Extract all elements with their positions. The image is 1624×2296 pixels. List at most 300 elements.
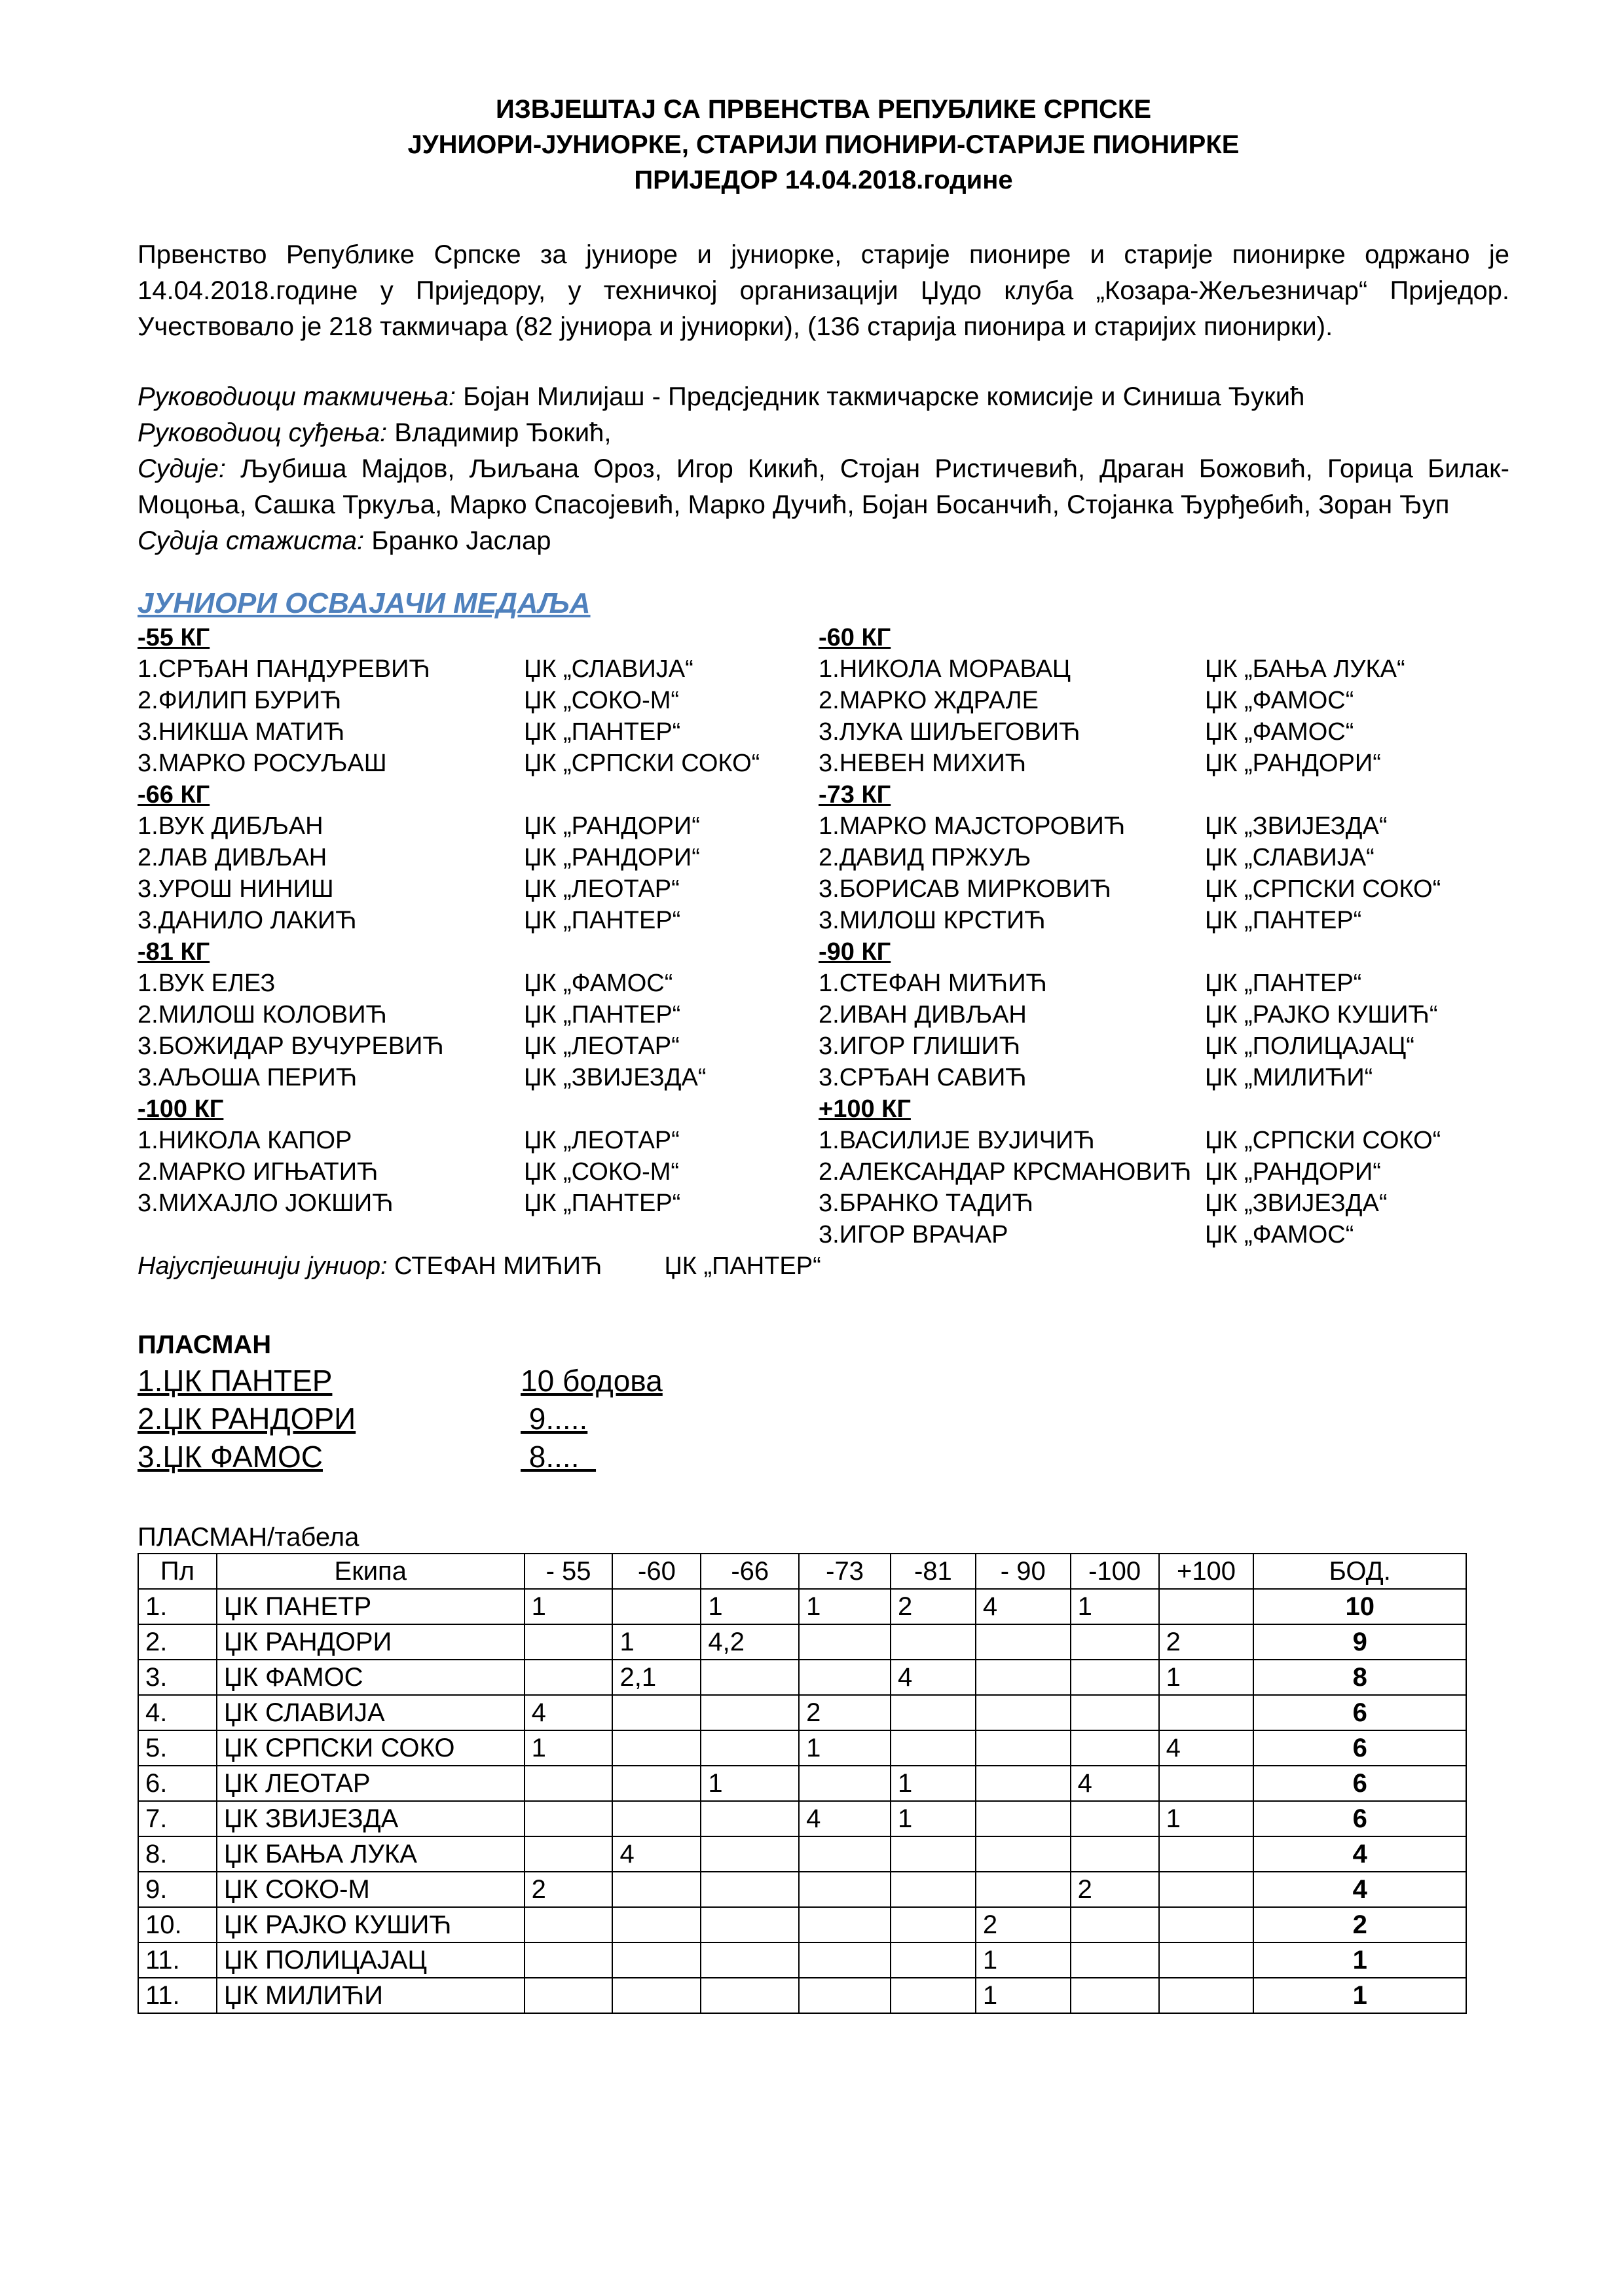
athlete-name: 3.ИГОР ГЛИШИЋ — [819, 1032, 1021, 1060]
official-names: Љубиша Мајдов, Љиљана Ороз, Игор Кикић, Стојан Ристичевић, Драган Божовић, Горица Билак-Моцоња, Сашка Тркуља, Марко Спасојевић, Марко Дучић, Бојан Босанчић, Стојанка Ђурђебић, Зоран Ђуп — [138, 454, 1509, 519]
table-row — [138, 1942, 1466, 1978]
category-cell — [525, 1660, 613, 1695]
athlete-name: 1.НИКОЛА МОРАВАЦ — [819, 655, 1071, 683]
medal-row — [819, 1062, 1509, 1093]
category-cell — [701, 1836, 799, 1872]
category-cell: 4 — [1159, 1730, 1254, 1766]
category-cell — [612, 1730, 701, 1766]
medal-row — [138, 653, 819, 685]
placement-club: 2.ЏК РАНДОРИ — [138, 1402, 356, 1436]
rank-cell: 9. — [138, 1872, 217, 1907]
category-cell — [1159, 1766, 1254, 1801]
athlete-name: 1.СРЂАН ПАНДУРЕВИЋ — [138, 655, 430, 683]
club-name: ЏК „БАЊА ЛУКА“ — [1205, 655, 1405, 683]
category-cell — [525, 1942, 613, 1978]
category-cell: 1 — [701, 1766, 799, 1801]
club-name: ЏК „СЛАВИЈА“ — [1205, 844, 1375, 871]
table-header-cell: Пл — [138, 1554, 217, 1589]
rank-cell: 10. — [138, 1907, 217, 1942]
points-cell: 2 — [1253, 1907, 1466, 1942]
weight-category — [138, 622, 819, 779]
official-line — [138, 523, 1509, 559]
rank-cell: 11. — [138, 1942, 217, 1978]
club-name: ЏК „ФАМОС“ — [1205, 718, 1354, 746]
report-title-line-3: ПРИЈЕДОР 14.04.2018.године — [634, 166, 1013, 194]
category-cell — [891, 1624, 976, 1660]
rank-cell: 4. — [138, 1695, 217, 1730]
category-cell: 2 — [1071, 1872, 1159, 1907]
table-row — [138, 1766, 1466, 1801]
points-cell: 6 — [1253, 1695, 1466, 1730]
medal-row — [819, 1125, 1509, 1156]
category-cell — [799, 1942, 891, 1978]
medal-row — [138, 842, 819, 873]
category-cell: 1 — [799, 1589, 891, 1624]
athlete-name: 3.СРЂАН САВИЋ — [819, 1064, 1027, 1091]
athlete-name: 2.ДАВИД ПРЖУЉ — [819, 844, 1031, 871]
athlete-name: 1.МАРКО МАЈСТОРОВИЋ — [819, 812, 1126, 840]
club-name: ЏК „ЛЕОТАР“ — [524, 1127, 680, 1154]
club-name: ЏК „РАНДОРИ“ — [524, 844, 700, 871]
intro-paragraph: Првенство Републике Српске за јуниоре и јуниорке, старије пионире и старије пионирке одржано је 14.04.2018.године у Приједору, у техничкој организацији Џудо клуба „Козара-Жељезничар“ Приједор. Учествовало је 218 такмичара (82 јуниора и јуниорки), (136 старија пионира и старијих пионирки). — [138, 240, 1509, 341]
table-body — [138, 1589, 1466, 2013]
category-cell — [1071, 1836, 1159, 1872]
athlete-name: 2.ЛАВ ДИВЉАН — [138, 844, 327, 871]
athlete-name: 1.СТЕФАН МИЋИЋ — [819, 970, 1048, 997]
category-cell — [1071, 1907, 1159, 1942]
medal-column-left — [138, 622, 819, 1250]
weight-category — [819, 1093, 1509, 1250]
rank-cell: 1. — [138, 1589, 217, 1624]
placement-club: 3.ЏК ФАМОС — [138, 1440, 323, 1474]
category-cell — [525, 1836, 613, 1872]
official-names: Бранко Јаслар — [364, 526, 551, 555]
category-cell — [701, 1942, 799, 1978]
category-cell — [976, 1801, 1071, 1836]
club-name: ЏК „РАЈКО КУШИЋ“ — [1205, 1001, 1438, 1029]
report-header — [138, 92, 1509, 198]
category-cell — [891, 1978, 976, 2013]
category-cell — [799, 1907, 891, 1942]
category-cell — [1071, 1942, 1159, 1978]
report-page — [138, 92, 1509, 2014]
points-cell: 4 — [1253, 1872, 1466, 1907]
category-cell: 2 — [525, 1872, 613, 1907]
athlete-name: 2.ФИЛИП БУРИЋ — [138, 687, 342, 714]
category-cell: 1 — [799, 1730, 891, 1766]
medal-row — [819, 811, 1509, 842]
official-names: Владимир Ђокић, — [387, 418, 612, 447]
category-cell — [1071, 1978, 1159, 2013]
weight-category-title: -81 КГ — [138, 938, 210, 966]
athlete-name: 3.ДАНИЛО ЛАКИЋ — [138, 907, 357, 934]
category-cell — [701, 1801, 799, 1836]
medal-row — [138, 1188, 819, 1219]
category-cell — [976, 1766, 1071, 1801]
medal-row — [819, 1219, 1509, 1250]
team-cell: ЏК СРПСКИ СОКО — [217, 1730, 525, 1766]
athlete-name: 1.ВУК ЕЛЕЗ — [138, 970, 276, 997]
category-cell: 1 — [525, 1589, 613, 1624]
table-header-cell: +100 — [1159, 1554, 1254, 1589]
medal-row — [819, 1188, 1509, 1219]
medal-row — [819, 685, 1509, 716]
table-row — [138, 1730, 1466, 1766]
category-cell — [891, 1942, 976, 1978]
athlete-name: 2.ИВАН ДИВЉАН — [819, 1001, 1027, 1029]
club-name: ЏК „ПАНТЕР“ — [524, 1001, 681, 1029]
category-cell — [525, 1801, 613, 1836]
medal-row — [138, 905, 819, 936]
placement-club: 1.ЏК ПАНТЕР — [138, 1364, 333, 1398]
table-caption: ПЛАСМАН/табела — [138, 1523, 360, 1552]
medal-row — [819, 653, 1509, 685]
category-cell — [701, 1695, 799, 1730]
team-cell: ЏК ПОЛИЦАЈАЦ — [217, 1942, 525, 1978]
team-cell: ЏК БАЊА ЛУКА — [217, 1836, 525, 1872]
rank-cell: 2. — [138, 1624, 217, 1660]
rank-cell: 5. — [138, 1730, 217, 1766]
club-name: ЏК „ФАМОС“ — [1205, 1221, 1354, 1248]
club-name: ЏК „СРПСКИ СОКО“ — [524, 750, 760, 777]
category-cell — [525, 1978, 613, 2013]
category-cell: 2 — [891, 1589, 976, 1624]
category-cell — [701, 1907, 799, 1942]
athlete-name: 3.БОЖИДАР ВУЧУРЕВИЋ — [138, 1032, 444, 1060]
category-cell: 1 — [701, 1589, 799, 1624]
category-cell: 2 — [976, 1907, 1071, 1942]
category-cell — [701, 1730, 799, 1766]
category-cell — [891, 1872, 976, 1907]
placement-item-line — [138, 1400, 642, 1438]
points-cell: 6 — [1253, 1730, 1466, 1766]
weight-category-title: -90 КГ — [819, 938, 891, 966]
points-cell: 1 — [1253, 1978, 1466, 2013]
club-name: ЏК „СРПСКИ СОКО“ — [1205, 875, 1441, 903]
category-cell — [799, 1660, 891, 1695]
athlete-name: 2.МАРКО ЖДРАЛЕ — [819, 687, 1039, 714]
category-cell — [612, 1872, 701, 1907]
club-name: ЏК „ПАНТЕР“ — [524, 1190, 681, 1217]
medal-row — [819, 842, 1509, 873]
best-junior — [138, 1250, 1509, 1282]
weight-category-title: -60 КГ — [819, 624, 891, 651]
club-name: ЏК „СОКО-М“ — [524, 1158, 680, 1186]
category-cell — [1159, 1695, 1254, 1730]
category-cell: 1 — [612, 1624, 701, 1660]
category-cell — [1159, 1836, 1254, 1872]
club-name: ЏК „МИЛИЋИ“ — [1205, 1064, 1373, 1091]
table-header-cell: Екипа — [217, 1554, 525, 1589]
athlete-name: 1.НИКОЛА КАПОР — [138, 1127, 352, 1154]
table-row — [138, 1801, 1466, 1836]
club-name: ЏК „СОКО-М“ — [524, 687, 680, 714]
category-cell: 1 — [525, 1730, 613, 1766]
category-cell — [1159, 1907, 1254, 1942]
athlete-name: 3.МАРКО РОСУЉАШ — [138, 750, 387, 777]
placement-points: 9..... — [521, 1402, 588, 1436]
medal-row — [138, 873, 819, 905]
category-cell — [976, 1836, 1071, 1872]
weight-category — [819, 779, 1509, 936]
category-cell — [612, 1766, 701, 1801]
category-cell — [1159, 1589, 1254, 1624]
medal-row — [819, 968, 1509, 999]
official-label: Руководиоц суђења: — [138, 418, 388, 447]
category-cell: 1 — [891, 1801, 976, 1836]
category-cell: 1 — [891, 1766, 976, 1801]
category-cell: 1 — [1159, 1660, 1254, 1695]
placement-points: 10 бодова — [521, 1364, 663, 1398]
category-cell — [1071, 1624, 1159, 1660]
placement-item — [138, 1438, 1509, 1476]
athlete-name: 3.БОРИСАВ МИРКОВИЋ — [819, 875, 1111, 903]
placement-points: 8.... — [521, 1440, 597, 1474]
athlete-name: 3.ИГОР ВРАЧАР — [819, 1221, 1008, 1248]
category-cell — [891, 1836, 976, 1872]
points-cell: 8 — [1253, 1660, 1466, 1695]
athlete-name: 2.АЛЕКСАНДАР КРСМАНОВИЋ — [819, 1158, 1192, 1186]
category-cell: 2 — [799, 1695, 891, 1730]
category-cell: 4 — [1071, 1766, 1159, 1801]
weight-category-title: +100 КГ — [819, 1095, 911, 1123]
club-name: ЏК „ЛЕОТАР“ — [524, 875, 680, 903]
placement-item-line — [138, 1438, 642, 1476]
medal-row — [819, 873, 1509, 905]
category-cell — [799, 1624, 891, 1660]
medal-row — [138, 1125, 819, 1156]
category-cell — [612, 1801, 701, 1836]
athlete-name: 3.ЛУКА ШИЉЕГОВИЋ — [819, 718, 1080, 746]
best-junior-club: ЏК „ПАНТЕР“ — [664, 1252, 821, 1280]
table-row — [138, 1907, 1466, 1942]
category-cell — [612, 1589, 701, 1624]
category-cell: 2 — [1159, 1624, 1254, 1660]
club-name: ЏК „ЗВИЈЕЗДА“ — [524, 1064, 707, 1091]
official-names: Бојан Милијаш - Предсједник такмичарске комисије и Синиша Ђукић — [455, 382, 1305, 411]
category-cell: 4 — [525, 1695, 613, 1730]
table-row — [138, 1589, 1466, 1624]
table-header-cell: -100 — [1071, 1554, 1159, 1589]
category-cell — [1159, 1978, 1254, 2013]
medal-row — [138, 811, 819, 842]
medal-row — [138, 968, 819, 999]
category-cell: 4 — [799, 1801, 891, 1836]
medal-row — [819, 1156, 1509, 1188]
medal-row — [138, 685, 819, 716]
category-cell — [612, 1907, 701, 1942]
category-cell: 2,1 — [612, 1660, 701, 1695]
points-cell: 4 — [1253, 1836, 1466, 1872]
team-cell: ЏК ФАМОС — [217, 1660, 525, 1695]
athlete-name: 3.НИКША МАТИЋ — [138, 718, 345, 746]
weight-category — [138, 1093, 819, 1219]
table-header-cell: - 55 — [525, 1554, 613, 1589]
category-cell: 4 — [612, 1836, 701, 1872]
category-cell: 4 — [891, 1660, 976, 1695]
club-name: ЏК „ПОЛИЦАЈАЦ“ — [1205, 1032, 1414, 1060]
team-cell: ЏК ПАНЕТР — [217, 1589, 525, 1624]
rank-cell: 8. — [138, 1836, 217, 1872]
medal-row — [138, 1156, 819, 1188]
rank-cell: 6. — [138, 1766, 217, 1801]
official-label: Руководиоци такмичења: — [138, 382, 456, 411]
table-header-cell: -66 — [701, 1554, 799, 1589]
category-cell — [612, 1978, 701, 2013]
category-cell: 1 — [1071, 1589, 1159, 1624]
medal-row — [819, 999, 1509, 1030]
club-name: ЏК „ПАНТЕР“ — [1205, 907, 1362, 934]
best-junior-name: СТЕФАН МИЋИЋ — [387, 1252, 602, 1280]
club-name: ЏК „РАНДОРИ“ — [524, 812, 700, 840]
category-cell — [1159, 1872, 1254, 1907]
weight-category-title: -55 КГ — [138, 624, 210, 651]
medal-row — [138, 716, 819, 748]
athlete-name: 3.АЉОША ПЕРИЋ — [138, 1064, 358, 1091]
athlete-name: 3.БРАНКО ТАДИЋ — [819, 1190, 1034, 1217]
team-cell: ЏК РАЈКО КУШИЋ — [217, 1907, 525, 1942]
category-cell — [1071, 1660, 1159, 1695]
category-cell — [976, 1695, 1071, 1730]
placement-title: ПЛАСМАН — [138, 1330, 272, 1359]
points-cell: 6 — [1253, 1766, 1466, 1801]
category-cell — [1159, 1942, 1254, 1978]
club-name: ЏК „СЛАВИЈА“ — [524, 655, 693, 683]
report-title-line-1: ИЗВЈЕШТАЈ СА ПРВЕНСТВА РЕПУБЛИКЕ СРПСКЕ — [495, 95, 1152, 124]
placement-list — [138, 1362, 1509, 1476]
placement-item-line — [138, 1362, 663, 1400]
category-cell — [799, 1872, 891, 1907]
medal-column-right — [819, 622, 1509, 1250]
club-name: ЏК „ЗВИЈЕЗДА“ — [1205, 1190, 1388, 1217]
athlete-name: 1.ВАСИЛИЈЕ ВУЈИЧИЋ — [819, 1127, 1095, 1154]
team-cell: ЏК ЗВИЈЕЗДА — [217, 1801, 525, 1836]
category-cell — [1071, 1801, 1159, 1836]
club-name: ЏК „ЛЕОТАР“ — [524, 1032, 680, 1060]
team-cell: ЏК РАНДОРИ — [217, 1624, 525, 1660]
team-cell: ЏК ЛЕОТАР — [217, 1766, 525, 1801]
club-name: ЏК „ФАМОС“ — [524, 970, 673, 997]
report-title-line-2: ЈУНИОРИ-ЈУНИОРКЕ, СТАРИЈИ ПИОНИРИ-СТАРИЈЕ ПИОНИРКЕ — [407, 130, 1240, 159]
category-cell — [799, 1978, 891, 2013]
table-row — [138, 1836, 1466, 1872]
club-name: ЏК „ФАМОС“ — [1205, 687, 1354, 714]
official-label: Судије: — [138, 454, 227, 483]
table-row — [138, 1978, 1466, 2013]
athlete-name: 2.МИЛОШ КОЛОВИЋ — [138, 1001, 387, 1029]
athlete-name: 2.МАРКО ИГЊАТИЋ — [138, 1158, 378, 1186]
table-row — [138, 1695, 1466, 1730]
category-cell — [976, 1730, 1071, 1766]
table-header-row — [138, 1554, 1466, 1589]
category-cell — [525, 1624, 613, 1660]
category-cell — [701, 1660, 799, 1695]
medal-row — [819, 716, 1509, 748]
placement-item — [138, 1400, 1509, 1438]
table-row — [138, 1624, 1466, 1660]
best-junior-label: Најуспјешнији јуниор: — [138, 1252, 388, 1280]
category-cell: 1 — [976, 1978, 1071, 2013]
official-line — [138, 451, 1509, 523]
category-cell — [701, 1978, 799, 2013]
medal-row — [138, 748, 819, 779]
athlete-name: 3.УРОШ НИНИШ — [138, 875, 334, 903]
category-cell — [976, 1660, 1071, 1695]
category-cell — [799, 1836, 891, 1872]
club-name: ЏК „ЗВИЈЕЗДА“ — [1205, 812, 1388, 840]
points-cell: 9 — [1253, 1624, 1466, 1660]
medal-row — [819, 1030, 1509, 1062]
table-header-cell: -73 — [799, 1554, 891, 1589]
medal-row — [819, 905, 1509, 936]
category-cell — [891, 1907, 976, 1942]
points-cell: 6 — [1253, 1801, 1466, 1836]
official-line — [138, 415, 1509, 451]
category-cell: 4 — [976, 1589, 1071, 1624]
table-header-cell: - 90 — [976, 1554, 1071, 1589]
weight-category-title: -66 КГ — [138, 781, 210, 809]
category-cell: 1 — [976, 1942, 1071, 1978]
medal-row — [138, 1062, 819, 1093]
points-cell: 1 — [1253, 1942, 1466, 1978]
club-name: ЏК „РАНДОРИ“ — [1205, 1158, 1381, 1186]
category-cell — [799, 1766, 891, 1801]
placement-item — [138, 1362, 1509, 1400]
weight-category — [819, 936, 1509, 1093]
table-header-cell: -60 — [612, 1554, 701, 1589]
category-cell — [701, 1872, 799, 1907]
medal-row — [138, 999, 819, 1030]
medal-row — [138, 1030, 819, 1062]
medal-winners — [138, 622, 1509, 1250]
weight-category-title: -73 КГ — [819, 781, 891, 809]
category-cell — [612, 1942, 701, 1978]
official-label: Судија стажиста: — [138, 526, 365, 555]
category-cell — [525, 1766, 613, 1801]
category-cell — [891, 1730, 976, 1766]
category-cell — [976, 1872, 1071, 1907]
category-cell — [1071, 1695, 1159, 1730]
category-cell — [1071, 1730, 1159, 1766]
athlete-name: 3.НЕВЕН МИХИЋ — [819, 750, 1027, 777]
category-cell — [612, 1695, 701, 1730]
medals-section-title: ЈУНИОРИ ОСВАЈАЧИ МЕДАЉА — [138, 587, 591, 619]
points-cell: 10 — [1253, 1589, 1466, 1624]
rank-cell: 7. — [138, 1801, 217, 1836]
category-cell: 1 — [1159, 1801, 1254, 1836]
rank-cell: 11. — [138, 1978, 217, 2013]
officials-block — [138, 379, 1509, 559]
category-cell — [976, 1624, 1071, 1660]
category-cell: 4,2 — [701, 1624, 799, 1660]
category-cell — [525, 1907, 613, 1942]
club-name: ЏК „ПАНТЕР“ — [524, 718, 681, 746]
standings-table — [138, 1553, 1467, 2014]
team-cell: ЏК СЛАВИЈА — [217, 1695, 525, 1730]
category-cell — [891, 1695, 976, 1730]
weight-category — [819, 622, 1509, 779]
rank-cell: 3. — [138, 1660, 217, 1695]
official-line — [138, 379, 1509, 415]
weight-category — [138, 779, 819, 936]
weight-category — [138, 936, 819, 1093]
table-row — [138, 1872, 1466, 1907]
table-header-cell: БОД. — [1253, 1554, 1466, 1589]
team-cell: ЏК МИЛИЋИ — [217, 1978, 525, 2013]
club-name: ЏК „ПАНТЕР“ — [524, 907, 681, 934]
athlete-name: 3.МИЛОШ КРСТИЋ — [819, 907, 1046, 934]
athlete-name: 3.МИХАЈЛО ЈОКШИЋ — [138, 1190, 394, 1217]
